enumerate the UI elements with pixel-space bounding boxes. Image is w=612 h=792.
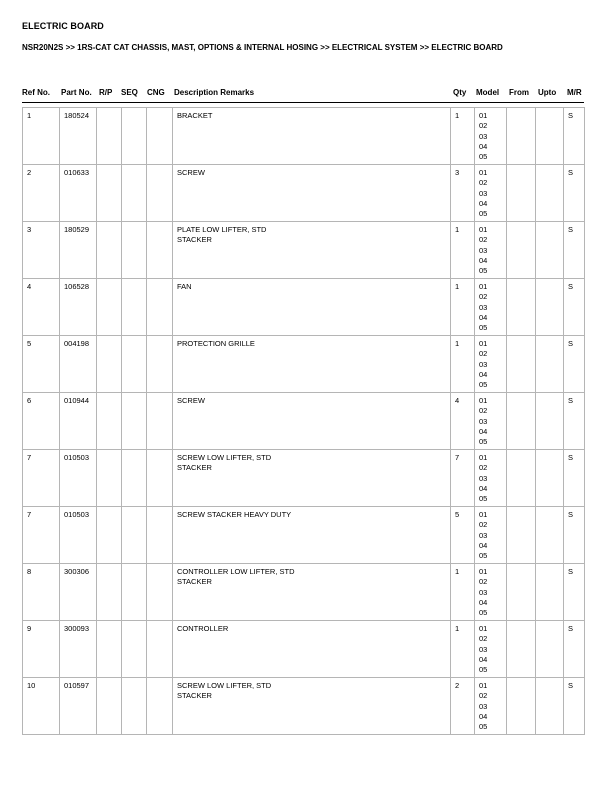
cng-cell: [147, 165, 173, 222]
cng-cell: [147, 450, 173, 507]
model-code: 05: [479, 266, 488, 276]
rp-cell: [97, 108, 122, 165]
upto-cell: [536, 336, 564, 393]
part-no-cell: 300093: [60, 621, 97, 678]
seq-cell: [122, 564, 147, 621]
model-code: 02: [479, 349, 488, 359]
rp-cell: [97, 279, 122, 336]
model-cell: [475, 507, 507, 564]
cng-cell: [147, 222, 173, 279]
ref-no-cell: 7: [23, 507, 60, 564]
mr-cell: S: [564, 336, 585, 393]
description-line-1: SCREW LOW LIFTER, STD: [177, 453, 272, 462]
seq-cell: [122, 165, 147, 222]
description-cell: [173, 279, 451, 336]
qty-cell: 1: [451, 336, 475, 393]
qty-cell: 1: [451, 222, 475, 279]
description-cell: [173, 108, 451, 165]
model-cell: [475, 108, 507, 165]
model-cell: [475, 279, 507, 336]
mr-cell: S: [564, 507, 585, 564]
page-title: ELECTRIC BOARD: [22, 21, 104, 31]
description-line-1: SCREW LOW LIFTER, STD: [177, 681, 272, 690]
ref-no-cell: 4: [23, 279, 60, 336]
from-cell: [507, 507, 536, 564]
description-line-1: SCREW STACKER HEAVY DUTY: [177, 510, 292, 519]
breadcrumb: NSR20N2S >> 1RS-CAT CAT CHASSIS, MAST, OPTIONS & INTERNAL HOSING >> ELECTRICAL SYSTEM >> ELECTRIC BOARD: [22, 43, 503, 52]
parts-table-body: [23, 108, 585, 735]
model-cell: [475, 564, 507, 621]
ref-no-cell: 3: [23, 222, 60, 279]
col-header-qty: Qty: [453, 88, 467, 97]
model-code: 03: [479, 644, 488, 654]
from-cell: [507, 165, 536, 222]
mr-cell: S: [564, 393, 585, 450]
col-header-model: Model: [476, 88, 500, 97]
part-no-cell: 010944: [60, 393, 97, 450]
description-cell: [173, 222, 451, 279]
seq-cell: [122, 108, 147, 165]
table-row: [23, 108, 585, 165]
model-cell: [475, 450, 507, 507]
part-no-cell: 106528: [60, 279, 97, 336]
description-cell: [173, 507, 451, 564]
description-line-2: STACKER: [177, 463, 212, 472]
model-cell: [475, 621, 507, 678]
description-line-1: PROTECTION GRILLE: [177, 339, 255, 348]
qty-cell: 4: [451, 393, 475, 450]
model-code: 04: [479, 426, 488, 436]
model-code: 05: [479, 608, 488, 618]
table-row: [23, 621, 585, 678]
mr-cell: S: [564, 279, 585, 336]
qty-cell: 2: [451, 678, 475, 735]
model-code: 03: [479, 302, 488, 312]
qty-cell: 1: [451, 279, 475, 336]
part-no-cell: 004198: [60, 336, 97, 393]
mr-cell: S: [564, 165, 585, 222]
model-code: 05: [479, 209, 488, 219]
col-header-rp: R/P: [99, 88, 113, 97]
model-code: 03: [479, 416, 488, 426]
model-code: 02: [479, 691, 488, 701]
description-cell: [173, 165, 451, 222]
cng-cell: [147, 393, 173, 450]
model-code: 02: [479, 520, 488, 530]
ref-no-cell: 5: [23, 336, 60, 393]
model-code: 05: [479, 494, 488, 504]
description-cell: [173, 564, 451, 621]
col-header-desc: Description Remarks: [174, 88, 255, 97]
cng-cell: [147, 507, 173, 564]
rp-cell: [97, 393, 122, 450]
table-row: [23, 564, 585, 621]
part-no-cell: 010633: [60, 165, 97, 222]
parts-table: [22, 107, 585, 735]
model-code: 03: [479, 245, 488, 255]
description-line-1: CONTROLLER LOW LIFTER, STD: [177, 567, 295, 576]
table-row: [23, 279, 585, 336]
upto-cell: [536, 621, 564, 678]
description-line-1: BRACKET: [177, 111, 213, 120]
cng-cell: [147, 678, 173, 735]
model-code: 02: [479, 406, 488, 416]
qty-cell: 1: [451, 621, 475, 678]
col-header-ref: Ref No.: [22, 88, 50, 97]
qty-cell: 7: [451, 450, 475, 507]
description-line-2: STACKER: [177, 235, 212, 244]
mr-cell: S: [564, 678, 585, 735]
ref-no-cell: 10: [23, 678, 60, 735]
model-code: 01: [479, 282, 488, 291]
model-code: 01: [479, 111, 488, 120]
model-code: 01: [479, 453, 488, 462]
mr-cell: S: [564, 564, 585, 621]
col-header-from: From: [509, 88, 529, 97]
seq-cell: [122, 393, 147, 450]
table-row: [23, 336, 585, 393]
model-code: 02: [479, 292, 488, 302]
model-code: 04: [479, 255, 488, 265]
col-header-mr: M/R: [567, 88, 582, 97]
description-line-1: CONTROLLER: [177, 624, 229, 633]
upto-cell: [536, 678, 564, 735]
model-code: 05: [479, 380, 488, 390]
seq-cell: [122, 621, 147, 678]
cng-cell: [147, 564, 173, 621]
from-cell: [507, 564, 536, 621]
model-code: 03: [479, 530, 488, 540]
from-cell: [507, 678, 536, 735]
seq-cell: [122, 450, 147, 507]
table-row: [23, 678, 585, 735]
description-cell: [173, 450, 451, 507]
model-code: 01: [479, 567, 488, 576]
description-line-1: PLATE LOW LIFTER, STD: [177, 225, 267, 234]
model-code: 04: [479, 597, 488, 607]
from-cell: [507, 621, 536, 678]
model-code: 01: [479, 396, 488, 405]
from-cell: [507, 108, 536, 165]
part-no-cell: 180529: [60, 222, 97, 279]
part-no-cell: 300306: [60, 564, 97, 621]
qty-cell: 3: [451, 165, 475, 222]
model-code: 01: [479, 225, 488, 234]
qty-cell: 1: [451, 108, 475, 165]
upto-cell: [536, 507, 564, 564]
model-code: 05: [479, 152, 488, 162]
model-cell: [475, 678, 507, 735]
upto-cell: [536, 564, 564, 621]
model-code: 04: [479, 711, 488, 721]
ref-no-cell: 1: [23, 108, 60, 165]
part-no-cell: 010503: [60, 450, 97, 507]
upto-cell: [536, 108, 564, 165]
cng-cell: [147, 108, 173, 165]
model-code: 01: [479, 681, 488, 690]
description-line-2: STACKER: [177, 577, 212, 586]
model-code: 01: [479, 510, 488, 519]
model-code: 03: [479, 473, 488, 483]
mr-cell: S: [564, 621, 585, 678]
model-code: 04: [479, 141, 488, 151]
col-header-cng: CNG: [147, 88, 165, 97]
model-code: 02: [479, 121, 488, 131]
seq-cell: [122, 678, 147, 735]
model-code: 01: [479, 339, 488, 348]
table-header: [22, 88, 584, 103]
qty-cell: 1: [451, 564, 475, 621]
model-code: 05: [479, 551, 488, 561]
model-code: 04: [479, 483, 488, 493]
seq-cell: [122, 279, 147, 336]
model-code: 02: [479, 577, 488, 587]
model-cell: [475, 336, 507, 393]
model-code: 04: [479, 369, 488, 379]
upto-cell: [536, 450, 564, 507]
rp-cell: [97, 336, 122, 393]
col-header-part: Part No.: [61, 88, 92, 97]
seq-cell: [122, 507, 147, 564]
table-row: [23, 222, 585, 279]
mr-cell: S: [564, 108, 585, 165]
model-code: 04: [479, 540, 488, 550]
model-code: 03: [479, 701, 488, 711]
rp-cell: [97, 507, 122, 564]
rp-cell: [97, 678, 122, 735]
description-cell: [173, 393, 451, 450]
description-line-1: SCREW: [177, 396, 205, 405]
model-code: 02: [479, 235, 488, 245]
ref-no-cell: 8: [23, 564, 60, 621]
col-header-seq: SEQ: [121, 88, 138, 97]
description-cell: [173, 621, 451, 678]
model-code: 05: [479, 665, 488, 675]
cng-cell: [147, 621, 173, 678]
model-code: 04: [479, 654, 488, 664]
part-no-cell: 010503: [60, 507, 97, 564]
ref-no-cell: 6: [23, 393, 60, 450]
model-code: 03: [479, 359, 488, 369]
model-cell: [475, 222, 507, 279]
ref-no-cell: 9: [23, 621, 60, 678]
model-code: 02: [479, 178, 488, 188]
description-cell: [173, 678, 451, 735]
model-code: 03: [479, 587, 488, 597]
model-code: 04: [479, 312, 488, 322]
model-code: 01: [479, 624, 488, 633]
table-row: [23, 165, 585, 222]
upto-cell: [536, 222, 564, 279]
upto-cell: [536, 393, 564, 450]
cng-cell: [147, 279, 173, 336]
description-line-1: SCREW: [177, 168, 205, 177]
part-no-cell: 010597: [60, 678, 97, 735]
description-cell: [173, 336, 451, 393]
model-code: 04: [479, 198, 488, 208]
cng-cell: [147, 336, 173, 393]
model-code: 02: [479, 634, 488, 644]
rp-cell: [97, 222, 122, 279]
table-row: [23, 450, 585, 507]
model-code: 01: [479, 168, 488, 177]
qty-cell: 5: [451, 507, 475, 564]
model-code: 05: [479, 323, 488, 333]
model-cell: [475, 393, 507, 450]
from-cell: [507, 393, 536, 450]
part-no-cell: 180524: [60, 108, 97, 165]
description-line-2: STACKER: [177, 691, 212, 700]
seq-cell: [122, 336, 147, 393]
upto-cell: [536, 279, 564, 336]
from-cell: [507, 222, 536, 279]
model-code: 03: [479, 131, 488, 141]
upto-cell: [536, 165, 564, 222]
from-cell: [507, 336, 536, 393]
from-cell: [507, 279, 536, 336]
model-cell: [475, 165, 507, 222]
model-code: 05: [479, 722, 488, 732]
ref-no-cell: 7: [23, 450, 60, 507]
rp-cell: [97, 564, 122, 621]
rp-cell: [97, 450, 122, 507]
from-cell: [507, 450, 536, 507]
rp-cell: [97, 621, 122, 678]
col-header-upto: Upto: [538, 88, 557, 97]
model-code: 05: [479, 437, 488, 447]
description-line-1: FAN: [177, 282, 192, 291]
ref-no-cell: 2: [23, 165, 60, 222]
model-code: 02: [479, 463, 488, 473]
rp-cell: [97, 165, 122, 222]
table-row: [23, 393, 585, 450]
mr-cell: S: [564, 222, 585, 279]
mr-cell: S: [564, 450, 585, 507]
seq-cell: [122, 222, 147, 279]
table-row: [23, 507, 585, 564]
model-code: 03: [479, 188, 488, 198]
